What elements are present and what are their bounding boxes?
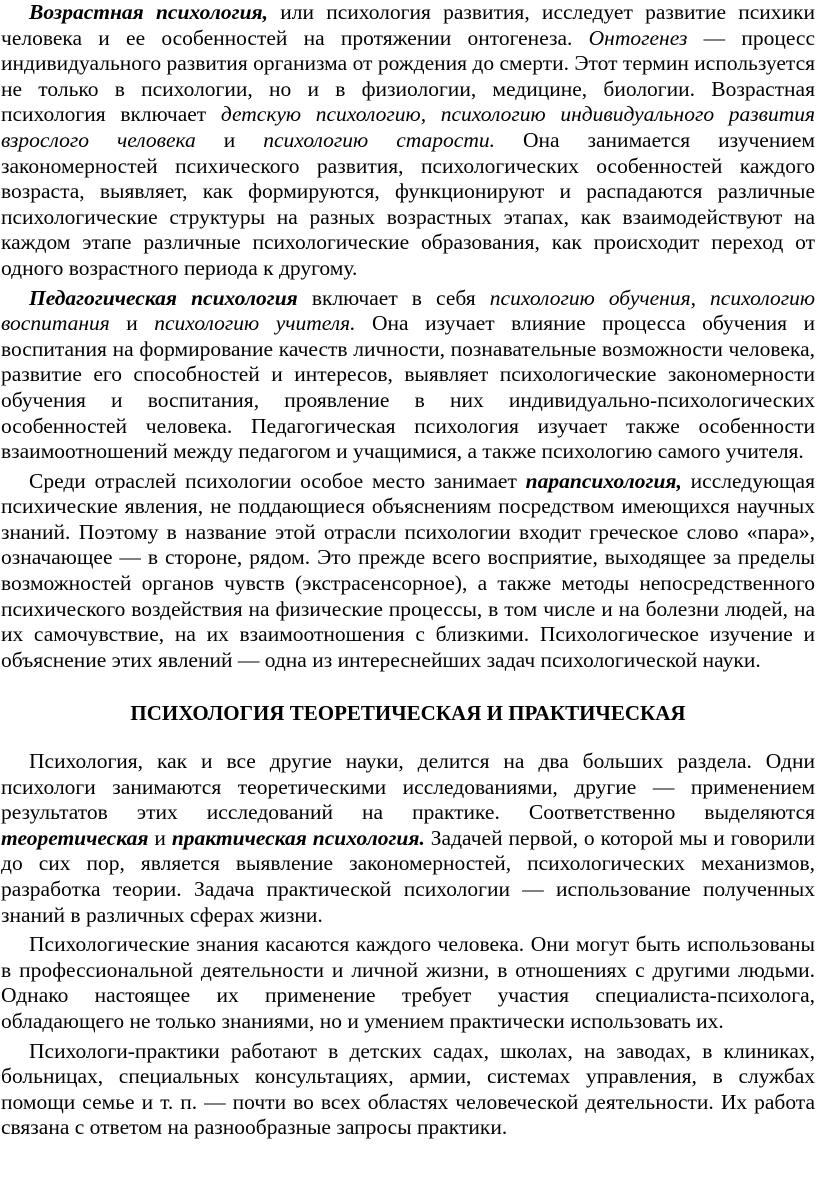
term-ontogenesis: Онтогенез: [588, 25, 688, 50]
paragraph-practicing-psychologists: [1, 1039, 815, 1141]
text-run: и: [195, 127, 264, 152]
text-run: и: [148, 825, 172, 850]
term-practical-psychology: практическая психология.: [171, 825, 425, 850]
term-theoretical: теоретическая: [1, 825, 149, 850]
term-developmental-psychology: Возрастная психология,: [29, 0, 268, 24]
text-run: Она занимается изучением закономерностей психического развития, психологических особенностей каждого возраста, выявляет, как формируются, функционируют и распадаются различные психологические структуры на разных возрастных этапах, как взаимодействуют на каждом этапе различные психологические образования, как происходит переход от одного возрастного периода к другому.: [1, 127, 815, 280]
term-child-adult-psychology: детскую психологию, психологию индивидуального развития взрослого человека: [1, 102, 815, 152]
term-educational-psychology: Педагогическая психология: [29, 285, 298, 310]
text-run: Задачей первой, о которой мы и говорили до сих пор, является выявление закономерностей, психологических механизмов, разработка теории. Задача практической психологии — использование полученных знаний в различных сферах жизни.: [1, 825, 815, 927]
text-run: исследующая психические явления, не поддающиеся объяснениям посредством имеющихся научных знаний. Поэтому в название этой отрасли психологии входит греческое слово «пара», означающее — в стороне, рядом. Это прежде всего восприятие, выходящее за пределы возможностей органов чувств (экстрасенсорное), а также методы непосредственного психического воздействия на физические процессы, в том числе и на болезни людей, на их самочувствие, на их взаимоотношения с близкими. Психологическое изучение и объяснение этих явлений — одна из интереснейших задач психологической науки.: [1, 468, 815, 672]
paragraph-theoretical-practical: [1, 749, 815, 928]
section-heading: ПСИХОЛОГИЯ ТЕОРЕТИЧЕСКАЯ И ПРАКТИЧЕСКАЯ: [130, 701, 686, 726]
text-run: Психологи-практики работают в детских садах, школах, на заводах, в клиниках, больницах, специальных консультациях, армии, системах управления, в службах помощи семье и т. п. — почти во всех областях человеческой деятельности. Их работа связана с ответом на разнообразные запросы практики.: [1, 1038, 815, 1140]
text-run: — процесс индивидуального развития организма от рождения до смерти. Этот термин используется не только в психологии, но и в физиологии, медицине, биологии. Возрастная психология включает: [1, 25, 815, 127]
text-run: Психология, как и все другие науки, делится на два больших раздела. Одни психологи занимаются теоретическими исследованиями, другие — применением результатов этих исследований на практике. Соответственно выделяются: [1, 749, 815, 825]
text-run: Среди отраслей психологии особое место занимает: [29, 468, 526, 493]
text-run: включает в себя: [297, 285, 490, 310]
paragraph-educational-psychology: [1, 286, 815, 465]
paragraph-psychological-knowledge: [1, 932, 815, 1034]
paragraph-developmental-psychology: [1, 0, 815, 282]
text-run: и: [109, 311, 155, 336]
text-run: Психологические знания касаются каждого человека. Они могут быть использованы в профессиональной деятельности и личной жизни, в отношениях с другими людьми. Однако настоящее их применение требует участия специалиста-психолога, обладающего не только знаниями, но и умением практически использовать их.: [1, 932, 815, 1033]
term-old-age-psychology: психологию старости.: [263, 127, 495, 152]
text-run: или психология развития, исследует развитие психики человека и ее особенностей на протяжении онтогенеза.: [1, 0, 815, 50]
term-teacher-psychology: психологию учителя.: [154, 311, 356, 336]
term-learning-upbringing-psychology: психологию обучения, психологию воспитания: [1, 285, 816, 336]
term-parapsychology: парапсихология,: [525, 468, 682, 493]
paragraph-parapsychology: [1, 469, 815, 674]
text-run: Она изучает влияние процесса обучения и воспитания на формирование качеств личности, познавательные возможности человека, развитие его способностей и интересов, выявляет психологические закономерности обучения и воспитания, проявление в них индивидуально-психологических особенностей человека. Педагогическая психология изучает также особенности взаимоотношений между педагогом и учащимися, а также психологию самого учителя.: [1, 311, 815, 464]
